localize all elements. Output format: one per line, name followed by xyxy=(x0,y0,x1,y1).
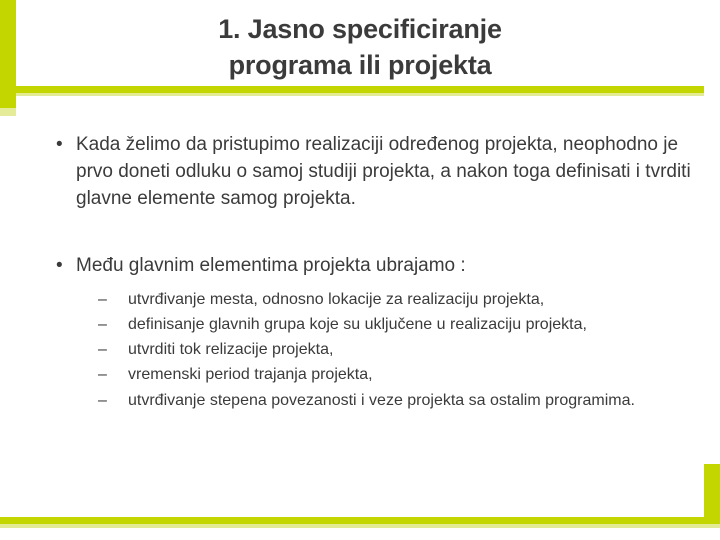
sub-bullet-text: definisanje glavnih grupa koje su uključene u realizaciju projekta, xyxy=(128,316,587,334)
decorative-right-bar xyxy=(704,464,720,524)
sub-bullet-item xyxy=(28,389,700,412)
bullet-item xyxy=(28,253,700,280)
paragraph-spacer xyxy=(28,219,700,253)
title-underline xyxy=(16,86,704,93)
slide-title-line-2: programa ili projekta xyxy=(228,49,492,80)
decorative-bottom-bar-light xyxy=(0,524,720,528)
bullet-item xyxy=(28,132,700,213)
slide-title-line-1: 1. Jasno specificiranje xyxy=(218,14,502,44)
bullet-marker-icon: • xyxy=(56,254,63,276)
slide-body xyxy=(28,132,700,414)
dash-marker-icon: – xyxy=(98,290,107,308)
bullet-text: Kada želimo da pristupimo realizaciji određenog projekta, neophodno je prvo doneti odluku o samoj studiji projekta, a nakon toga definisati i tvrditi glavne elemente samog projekta. xyxy=(76,134,691,209)
slide-title xyxy=(60,12,660,83)
dash-marker-icon: – xyxy=(98,341,107,359)
bullet-text: Među glavnim elementima projekta ubrajamo : xyxy=(76,254,466,276)
dash-marker-icon: – xyxy=(98,366,107,384)
sub-bullet-item xyxy=(28,363,700,386)
sub-bullet-list xyxy=(28,288,700,412)
bullet-marker-icon: • xyxy=(56,134,63,155)
sub-bullet-text: utvrđivanje stepena povezanosti i veze projekta sa ostalim programima. xyxy=(128,391,635,409)
sub-bullet-item xyxy=(28,338,700,361)
sub-bullet-text: utvrditi tok relizacije projekta, xyxy=(128,341,334,359)
decorative-bottom-bar xyxy=(0,517,720,524)
sub-bullet-item xyxy=(28,313,700,336)
sub-bullet-text: utvrđivanje mesta, odnosno lokacije za realizaciju projekta, xyxy=(128,290,545,308)
decorative-left-bar xyxy=(0,0,16,108)
dash-marker-icon: – xyxy=(98,316,107,334)
sub-bullet-item xyxy=(28,288,700,311)
sub-bullet-text: vremenski period trajanja projekta, xyxy=(128,366,373,384)
dash-marker-icon: – xyxy=(98,391,107,409)
decorative-left-bar-light xyxy=(0,108,16,116)
title-underline-light xyxy=(16,93,704,96)
